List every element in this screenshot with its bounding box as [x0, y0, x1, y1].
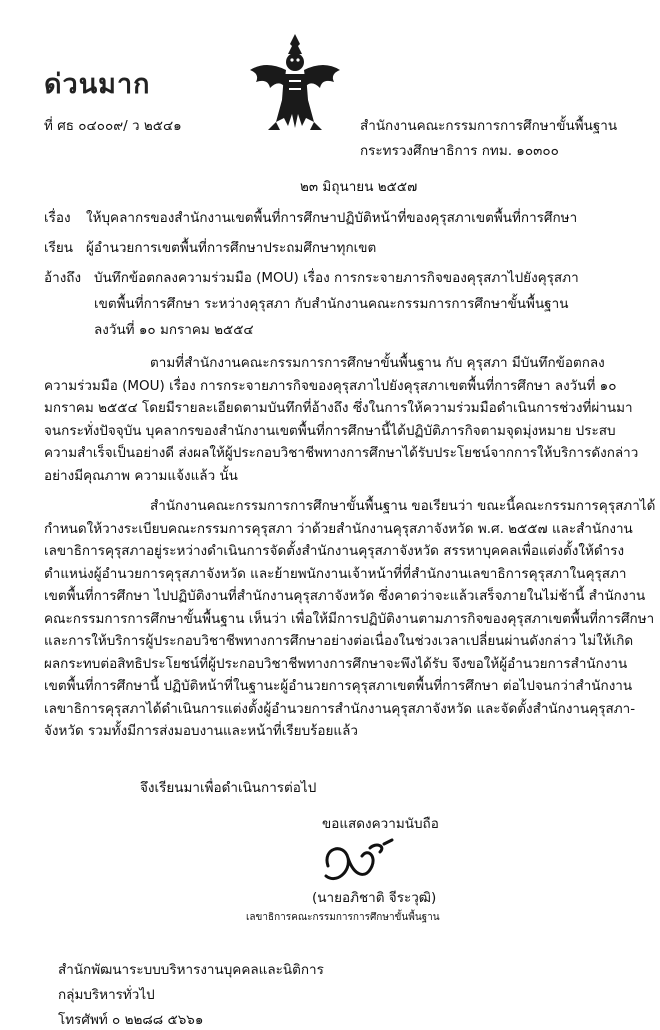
garuda-emblem-icon [246, 30, 344, 138]
body-line: ตำแหน่งผู้อำนวยการคุรุสภาจังหวัด และย้ายพนักงานเจ้าหน้าที่ที่สำนักงานเลขาธิการคุรุสภาในคุรุสภา [44, 565, 627, 582]
reference-line: บันทึกข้อตกลงความร่วมมือ (MOU) เรื่อง การกระจายภารกิจของคุรุสภาไปยังคุรุสภา [94, 270, 579, 286]
body-line: เลขาธิการคุรุสภาอยู่ระหว่างดำเนินการจัดตั้งสำนักงานคุรุสภาจังหวัด สรรหาบุคคลเพื่อแต่งตั้งให้ดำรง [44, 543, 625, 559]
body-paragraph-2 [44, 495, 656, 743]
body-line: เขตพื้นที่การศึกษานี้ ปฏิบัติหน้าที่ในฐานะผู้อำนวยการคุรุสภาเขตพื้นที่การศึกษา ต่อไปจนกว่าสำนักงาน [44, 678, 633, 694]
issuing-office: สำนักงานคณะกรรมการการศึกษาขั้นพื้นฐาน [360, 118, 618, 134]
signature-mark [318, 836, 404, 888]
body-line: ตามที่สำนักงานคณะกรรมการการศึกษาขั้นพื้นฐาน กับ คุรุสภา มีบันทึกข้อตกลง [150, 355, 605, 371]
body-line: เขตพื้นที่การศึกษา ไปปฏิบัติงานที่สำนักงานคุรุสภาจังหวัด ซึ่งคาดว่าจะแล้วเสร็จภายในไม่ช้านี้ สำนักงาน [44, 588, 646, 604]
body-line: ความร่วมมือ (MOU) เรื่อง การกระจายภารกิจของคุรุสภาไปยังคุรุสภาเขตพื้นที่การศึกษา ลงวันที่ ๑๐ [44, 377, 617, 394]
body-line: จนกระทั่งปัจจุบัน บุคลากรของสำนักงานเขตพื้นที่การศึกษานี้ได้ปฏิบัติภารกิจตามจุดมุ่งหมาย ประสบ [44, 422, 616, 439]
signer-name: (นายอภิชาติ จีระวุฒิ) [312, 890, 437, 906]
body-line: ผลกระทบต่อสิทธิประโยชน์ที่ผู้ประกอบวิชาชีพทางการศึกษาจะพึงได้รับ จึงขอให้ผู้อำนวยการสำนักงาน [44, 655, 628, 672]
body-line: กำหนดให้วางระเบียบคณะกรรมการคุรุสภา ว่าด้วยสำนักงานคุรุสภาจังหวัด พ.ศ. ๒๕๕๗ และสำนักงาน [44, 520, 633, 537]
reference-line: ลงวันที่ ๑๐ มกราคม ๒๕๕๔ [94, 322, 254, 338]
footer-phone: โทรศัพท์ ๐ ๒๒๘๘ ๕๖๖๑ [58, 1012, 204, 1028]
body-line: อย่างมีคุณภาพ ความแจ้งแล้ว นั้น [44, 467, 238, 484]
reference-label: อ้างถึง [44, 270, 82, 286]
body-line: จังหวัด รวมทั้งมีการส่งมอบงานและหน้าที่เรียบร้อยแล้ว [44, 723, 358, 739]
footer-department: สำนักพัฒนาระบบบริหารงานบุคคลและนิติการ [58, 962, 324, 978]
closing-line: จึงเรียนมาเพื่อดำเนินการต่อไป [140, 780, 317, 796]
subject-label: เรื่อง [44, 210, 71, 226]
issuing-ministry-address: กระทรวงศึกษาธิการ กทม. ๑๐๓๐๐ [360, 143, 559, 159]
letter-date: ๒๓ มิถุนายน ๒๕๕๗ [300, 179, 418, 195]
body-paragraph-1 [44, 352, 644, 487]
body-line: มกราคม ๒๕๕๔ โดยมีรายละเอียดตามบันทึกที่อ้างถึง ซึ่งในการให้ความร่วมมือดำเนินการช่วงที่ผ่านมา [44, 400, 633, 416]
body-line: และการให้บริการผู้ประกอบวิชาชีพทางการศึกษาอย่างต่อเนื่องในช่วงเวลาเปลี่ยนผ่านดังกล่าว ไม่ให้เกิด [44, 633, 634, 649]
signer-title: เลขาธิการคณะกรรมการการศึกษาขั้นพื้นฐาน [246, 912, 440, 923]
recipient-label: เรียน [44, 240, 74, 256]
regards-line: ขอแสดงความนับถือ [322, 816, 439, 832]
body-line: คณะกรรมการการศึกษาขั้นพื้นฐาน เห็นว่า เพื่อให้มีการปฏิบัติงานตามภารกิจของคุรุสภาเขตพื้นที่การศึกษา [44, 610, 655, 627]
reference-number: ที่ ศธ ๐๔๐๐๙/ ว ๒๕๔๑ [44, 118, 182, 134]
reference-line: เขตพื้นที่การศึกษา ระหว่างคุรุสภา กับสำนักงานคณะกรรมการการศึกษาขั้นพื้นฐาน [94, 296, 569, 312]
footer-section: กลุ่มบริหารทั่วไป [58, 987, 155, 1003]
recipient-text: ผู้อำนวยการเขตพื้นที่การศึกษาประถมศึกษาทุกเขต [86, 240, 377, 256]
subject-text: ให้บุคลากรของสำนักงานเขตพื้นที่การศึกษาปฏิบัติหน้าที่ของคุรุสภาเขตพื้นที่การศึกษา [86, 210, 578, 226]
body-line: สำนักงานคณะกรรมการการศึกษาขั้นพื้นฐาน ขอเรียนว่า ขณะนี้คณะกรรมการคุรุสภาได้ [150, 498, 656, 514]
body-line: ความสำเร็จเป็นอย่างดี ส่งผลให้ผู้ประกอบวิชาชีพทางการศึกษาได้รับประโยชน์จากการให้บริการดังกล่าว [44, 445, 639, 461]
body-line: เลขาธิการคุรุสภาได้ดำเนินการแต่งตั้งผู้อำนวยการสำนักงานคุรุสภาจังหวัด และจัดตั้งสำนักงานคุรุสภา- [44, 700, 636, 717]
urgency-stamp: ด่วนมาก [44, 69, 151, 100]
